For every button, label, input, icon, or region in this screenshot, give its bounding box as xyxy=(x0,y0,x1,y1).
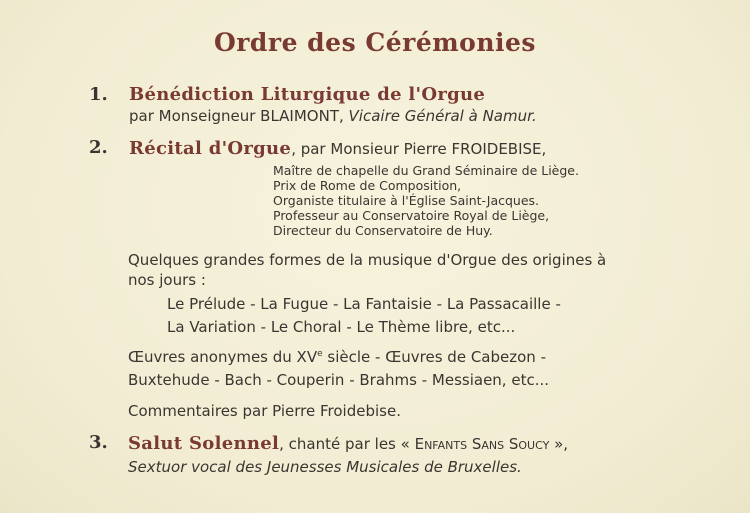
intro-line-2: nos jours : xyxy=(128,271,206,289)
item-3-sung-by: , chanté par les « xyxy=(279,435,415,453)
works-line-1-end: siècle - Œuvres de Cabezon - xyxy=(322,348,546,366)
forms-line-1: Le Prélude - La Fugue - La Fantaisie - La Passacaille - xyxy=(167,295,561,313)
item-1-officiant-prefix: par Monseigneur BLAIMONT, xyxy=(129,107,349,125)
item-3-number: 3. xyxy=(89,432,108,453)
item-3-title: Salut Solennel xyxy=(128,433,280,454)
intro-line-1: Quelques grandes formes de la musique d'Orgue des origines à xyxy=(128,251,607,269)
item-3-ensemble: Sextuor vocal des Jeunesses Musicales de Bruxelles. xyxy=(128,458,522,476)
credential-1: Maître de chapelle du Grand Séminaire de Liège. xyxy=(273,163,579,178)
item-3-heading xyxy=(128,433,568,454)
credential-5: Directeur du Conservatoire de Huy. xyxy=(273,223,493,238)
item-2-heading xyxy=(129,138,546,159)
credential-4: Professeur au Conservatoire Royal de Liège, xyxy=(273,208,550,223)
works-line-1-start: Œuvres anonymes du XV xyxy=(128,348,318,366)
century-superscript: e xyxy=(317,349,323,359)
credential-2: Prix de Rome de Composition, xyxy=(273,178,462,193)
forms-line-2: La Variation - Le Choral - Le Thème libre, etc... xyxy=(167,318,516,336)
item-2-title: Récital d'Orgue xyxy=(129,138,292,159)
item-1-number: 1. xyxy=(89,84,108,105)
page-title: Ordre des Cérémonies xyxy=(213,28,537,57)
works-line-1 xyxy=(128,348,546,366)
item-1-officiant xyxy=(129,107,537,125)
item-1-officiant-title: Vicaire Général à Namur. xyxy=(348,107,537,125)
credential-3: Organiste titulaire à l'Église Saint-Jacques. xyxy=(273,193,540,208)
item-3-choir: Enfants Sans Soucy xyxy=(414,435,550,453)
item-3-heading-end: », xyxy=(549,435,569,453)
item-1-title: Bénédiction Liturgique de l'Orgue xyxy=(129,84,486,105)
item-2-number: 2. xyxy=(89,137,108,158)
item-2-performer: , par Monsieur Pierre FROIDEBISE, xyxy=(291,140,547,158)
commentary: Commentaires par Pierre Froidebise. xyxy=(128,402,401,420)
item-1-heading xyxy=(129,84,485,105)
works-line-2: Buxtehude - Bach - Couperin - Brahms - Messiaen, etc... xyxy=(128,371,550,389)
